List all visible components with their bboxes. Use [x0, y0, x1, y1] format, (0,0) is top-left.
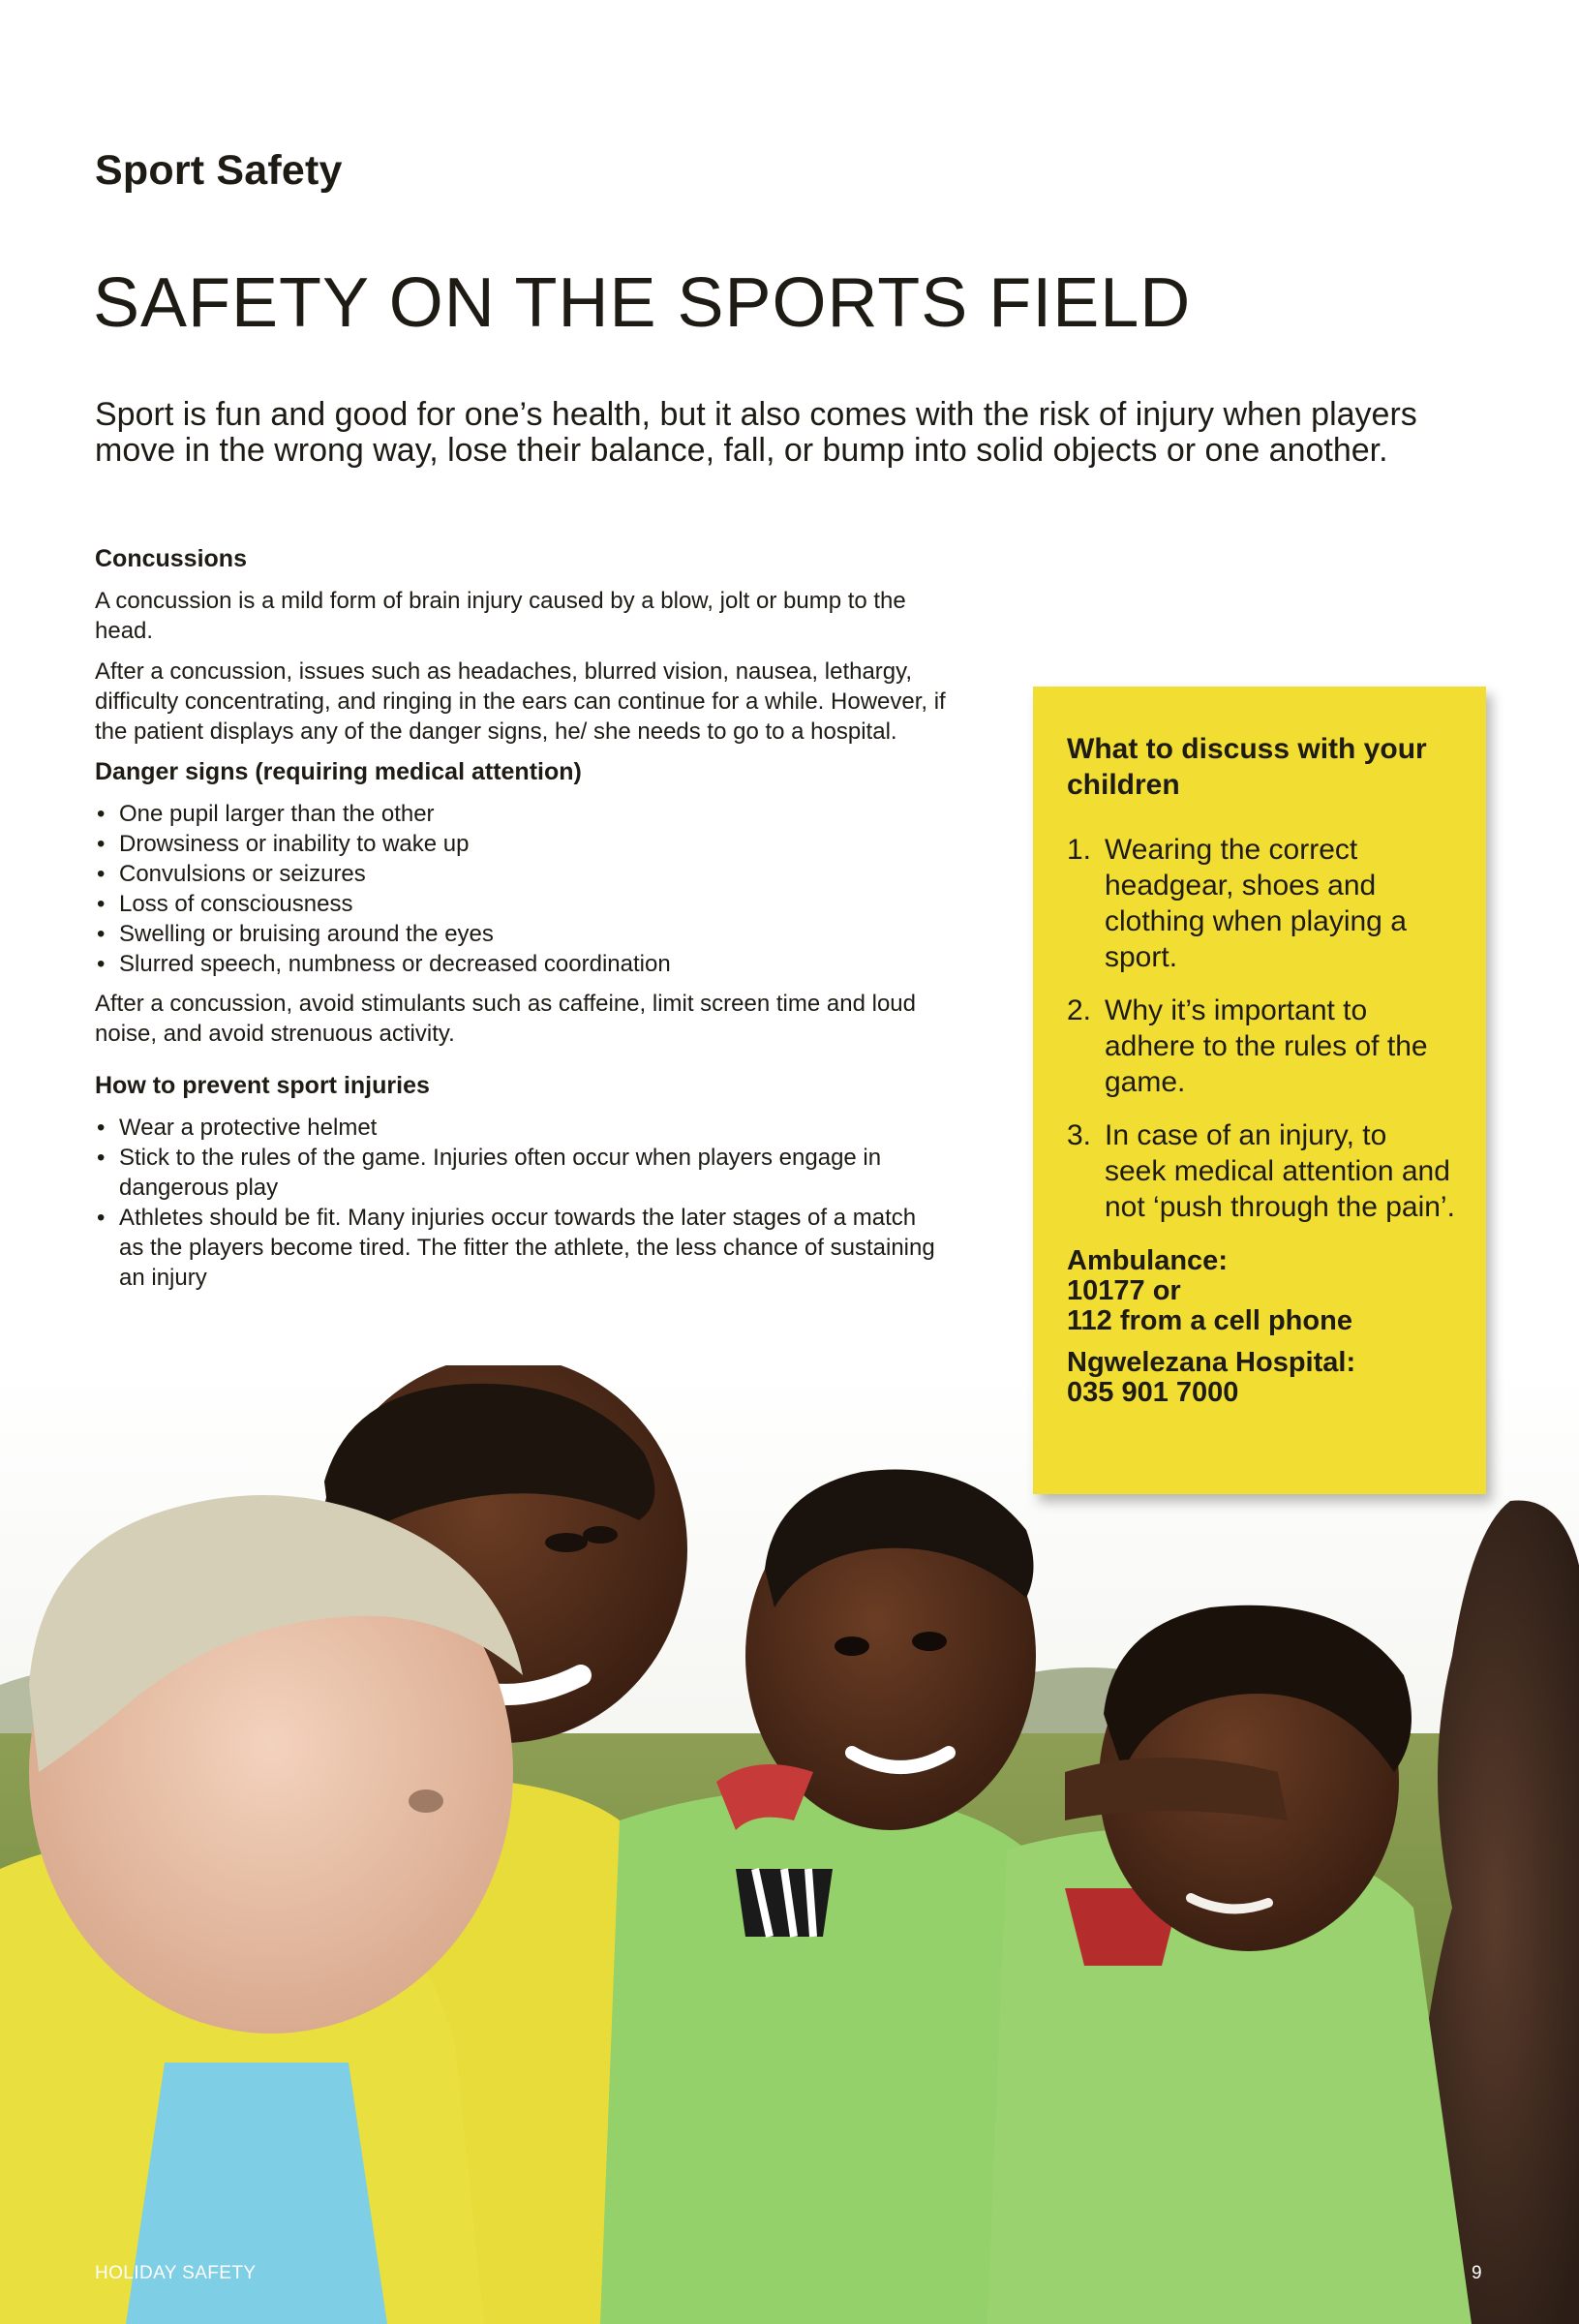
prevent-injuries-list — [95, 1113, 947, 1293]
hospital-label: Ngwelezana Hospital: — [1067, 1347, 1356, 1378]
list-item: • Athletes should be fit. Many injuries occur towards the later stages of a match as the players become tired. The fitter the athlete, the less chance of sustaining an injury — [95, 1203, 947, 1293]
list-item: • Slurred speech, numbness or decreased coordination — [95, 949, 947, 979]
concussion-definition: A concussion is a mild form of brain injury caused by a blow, jolt or bump to the head. — [95, 588, 906, 644]
item-text: Wearing the correct headgear, shoes and clothing when playing a sport. — [1105, 834, 1407, 973]
hospital-number: 035 901 7000 — [1067, 1377, 1239, 1408]
list-item: • Convulsions or seizures — [95, 859, 947, 889]
prevent-injuries-heading: How to prevent sport injuries — [95, 1072, 430, 1099]
info-box-title: What to discuss with your children — [1067, 733, 1427, 801]
ambulance-cell-number: 112 from a cell phone — [1067, 1305, 1352, 1336]
ambulance-number: 10177 or — [1067, 1275, 1181, 1306]
footer-publication-title: HOLIDAY SAFETY — [95, 2263, 257, 2283]
children-huddle-photo — [0, 1365, 1579, 2324]
hospital-contact — [1067, 1348, 1455, 1408]
item-text: Why it’s important to adhere to the rules of the game. — [1105, 994, 1428, 1098]
item-text: In case of an injury, to seek medical attention and not ‘push through the pain’. — [1105, 1119, 1455, 1223]
item-number: 2. — [1067, 994, 1092, 1026]
concussion-symptoms: After a concussion, issues such as headaches, blurred vision, nausea, lethargy, difficulty concentrating, and ringing in the ears can continue for a while. However, if the patient displays any of the danger signs, he/ she needs to go to a hospital. — [95, 658, 946, 745]
discussion-item — [1067, 1117, 1455, 1225]
concussions-heading: Concussions — [95, 545, 247, 572]
item-number: 3. — [1067, 1119, 1092, 1151]
discussion-item — [1067, 993, 1455, 1100]
list-item: • Swelling or bruising around the eyes — [95, 919, 947, 949]
section-label: Sport Safety — [95, 147, 343, 194]
list-item: • Loss of consciousness — [95, 889, 947, 919]
after-concussion-advice: After a concussion, avoid stimulants such as caffeine, limit screen time and loud noise, and avoid strenuous activity. — [95, 991, 916, 1047]
discussion-info-box — [1033, 687, 1486, 1494]
page-number: 9 — [1472, 2263, 1482, 2283]
intro-paragraph: Sport is fun and good for one’s health, but it also comes with the risk of injury when players move in the wrong way, lose their balance, fall, or bump into solid objects or one another. — [95, 396, 1417, 469]
ambulance-label: Ambulance: — [1067, 1245, 1228, 1276]
danger-signs-list — [95, 799, 947, 979]
list-item: • Stick to the rules of the game. Injuries often occur when players engage in dangerous play — [95, 1143, 947, 1203]
ambulance-contact — [1067, 1246, 1455, 1336]
discussion-list — [1067, 832, 1455, 1225]
main-content — [95, 544, 947, 1302]
discussion-item — [1067, 832, 1455, 975]
list-item: • Wear a protective helmet — [95, 1113, 947, 1143]
item-number: 1. — [1067, 834, 1092, 866]
page-title: SAFETY ON THE SPORTS FIELD — [93, 264, 1192, 342]
danger-signs-heading: Danger signs (requiring medical attention) — [95, 758, 582, 785]
list-item: • Drowsiness or inability to wake up — [95, 829, 947, 859]
list-item: • One pupil larger than the other — [95, 799, 947, 829]
